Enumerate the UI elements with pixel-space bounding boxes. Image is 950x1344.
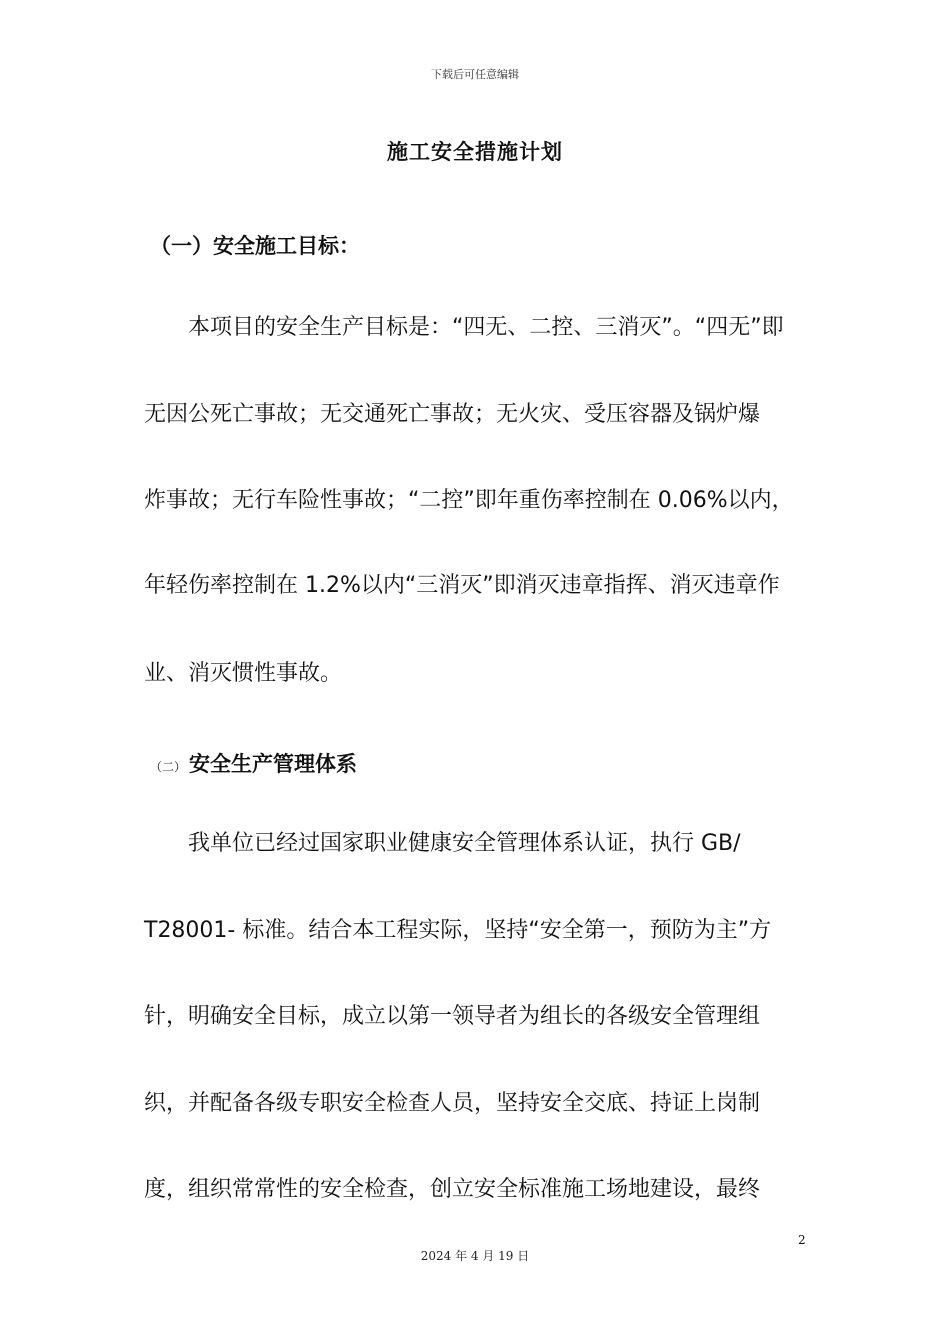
section2-line-3: 针，明确安全目标，成立以第一领导者为组长的各级安全管理组 bbox=[144, 1004, 761, 1029]
section1-heading: （一）安全施工目标： bbox=[150, 234, 360, 258]
section2-line-4: 织，并配备各级专职安全检查人员，坚持安全交底、持证上岗制 bbox=[144, 1091, 761, 1116]
section2-line-2: T28001- 标准。结合本工程实际，坚持“安全第一，预防为主”方 bbox=[144, 918, 772, 943]
page-number: 2 bbox=[798, 1233, 806, 1247]
section2-prefix: （二） bbox=[150, 760, 187, 774]
section1-line-5: 业、消灭惯性事故。 bbox=[144, 661, 343, 686]
header-note: 下载后可任意编辑 bbox=[431, 68, 519, 81]
section2-heading bbox=[150, 748, 357, 778]
section1-line-2: 无因公死亡事故；无交通死亡事故；无火灾、受压容器及锅炉爆 bbox=[144, 402, 761, 427]
document-title: 施工安全措施计划 bbox=[387, 140, 563, 164]
section2-line-1: 我单位已经过国家职业健康安全管理体系认证，执行 GB/ bbox=[188, 831, 741, 856]
section2-heading-text: 安全生产管理体系 bbox=[189, 752, 358, 776]
section2-line-5: 度，组织常常性的安全检查，创立安全标准施工场地建设，最终 bbox=[144, 1177, 761, 1202]
footer-date: 2024 年 4 月 19 日 bbox=[420, 1249, 530, 1263]
section1-line-4: 年轻伤率控制在 1.2%以内“三消灭”即消灭违章指挥、消灭违章作 bbox=[144, 573, 780, 598]
section1-line-3: 炸事故；无行车险性事故；“二控”即年重伤率控制在 0.06%以内， bbox=[144, 488, 794, 513]
section1-line-1: 本项目的安全生产目标是：“四无、二控、三消灭”。“四无”即 bbox=[188, 315, 784, 340]
